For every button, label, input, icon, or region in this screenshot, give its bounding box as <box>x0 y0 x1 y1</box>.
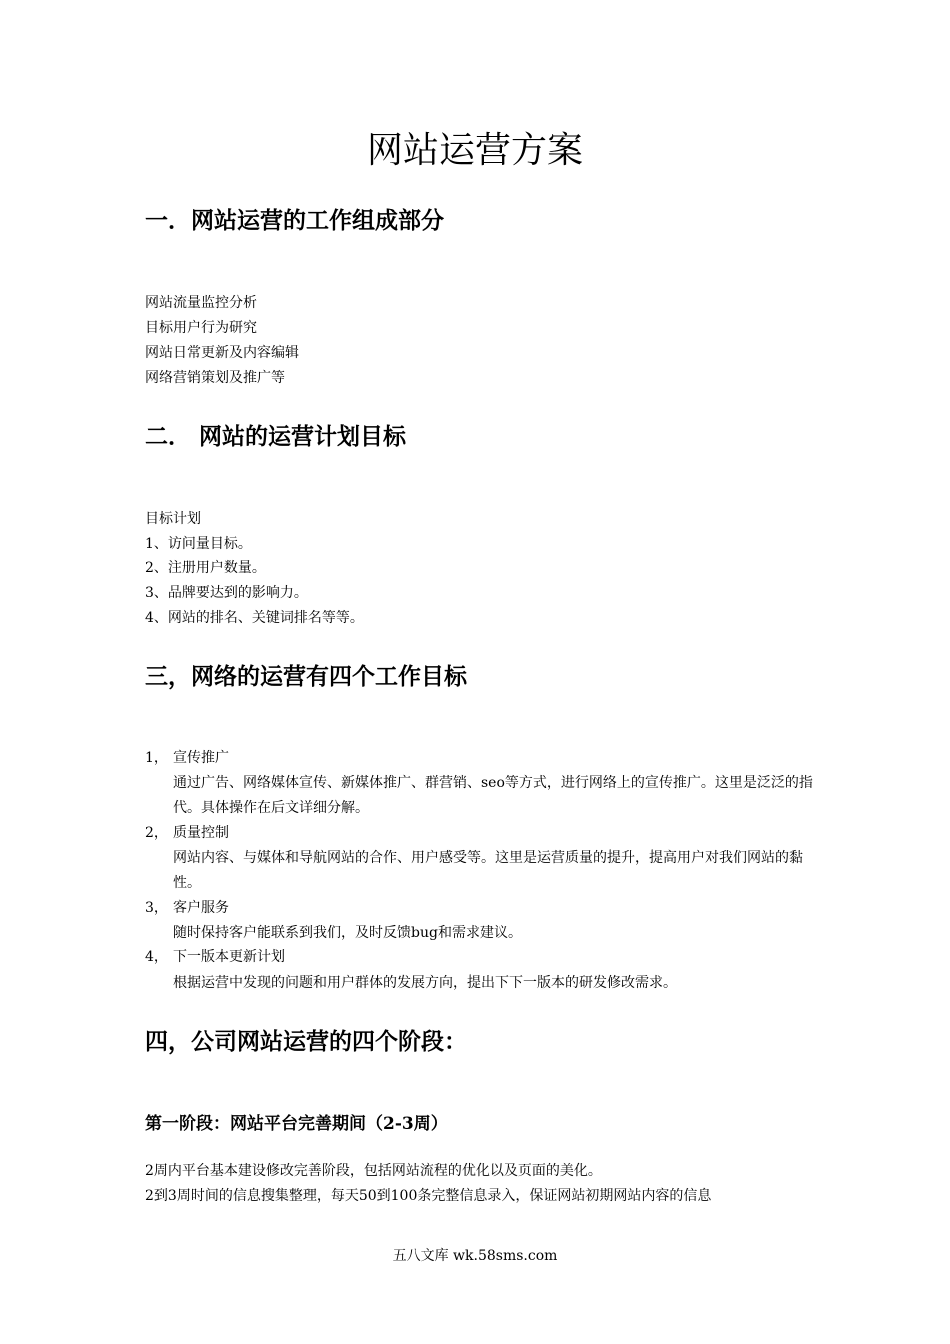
item-title: 质量控制 <box>173 825 229 841</box>
section-2-heading: 二． 网站的运营计划目标 <box>145 424 407 450</box>
phase-1-heading: 第一阶段：网站平台完善期间（2-3周） <box>145 1114 448 1134</box>
item-title: 客户服务 <box>173 900 229 916</box>
item-title: 宣传推广 <box>173 750 229 766</box>
document-title: 网站运营方案 <box>366 130 583 171</box>
page-footer: 五八文库 wk.58sms.com <box>392 1248 558 1264</box>
phase-1-line: 2到3周时间的信息搜集整理，每天50到100条完整信息录入，保证网站初期网站内容的信息 <box>145 1188 712 1204</box>
item-title: 下一版本更新计划 <box>173 949 285 965</box>
section-2-item: 3、品牌要达到的影响力。 <box>145 585 308 601</box>
item-number: 2， <box>145 825 168 841</box>
section-3-heading: 三，网络的运营有四个工作目标 <box>145 664 467 690</box>
item-number: 1， <box>145 750 168 766</box>
section-4-heading: 四，公司网站运营的四个阶段： <box>145 1029 467 1055</box>
section-3-item-title <box>145 947 285 967</box>
section-3-item-title <box>145 823 229 843</box>
section-3-item-title <box>145 898 229 918</box>
item-number: 4， <box>145 949 168 965</box>
item-number: 3， <box>145 900 168 916</box>
section-2-item: 2、注册用户数量。 <box>145 560 266 576</box>
section-1-heading: 一．网站运营的工作组成部分 <box>145 208 444 234</box>
section-1-item: 网站日常更新及内容编辑 <box>145 345 299 361</box>
section-3-item-desc: 随时保持客户能联系到我们，及时反馈bug和需求建议。 <box>173 925 522 941</box>
section-2-item: 4、网站的排名、关键词排名等等。 <box>145 610 364 626</box>
section-1-item: 网站流量监控分析 <box>145 295 257 311</box>
section-3-item-title <box>145 748 229 768</box>
section-1-item: 网络营销策划及推广等 <box>145 370 285 386</box>
section-3-item-desc: 根据运营中发现的问题和用户群体的发展方向，提出下下一版本的研发修改需求。 <box>173 975 677 991</box>
section-1-item: 目标用户行为研究 <box>145 320 257 336</box>
section-3-item-desc: 通过广告、网络媒体宣传、新媒体推广、群营销、seo等方式，进行网络上的宣传推广。这里是泛泛的指代。具体操作在后文详细分解。 <box>173 775 813 816</box>
section-2-item: 1、访问量目标。 <box>145 536 252 552</box>
phase-1-line: 2周内平台基本建设修改完善阶段，包括网站流程的优化以及页面的美化。 <box>145 1163 602 1179</box>
section-3-item-desc: 网站内容、与媒体和导航网站的合作、用户感受等。这里是运营质量的提升，提高用户对我们网站的黏性。 <box>173 850 803 891</box>
section-2-intro: 目标计划 <box>145 511 201 527</box>
